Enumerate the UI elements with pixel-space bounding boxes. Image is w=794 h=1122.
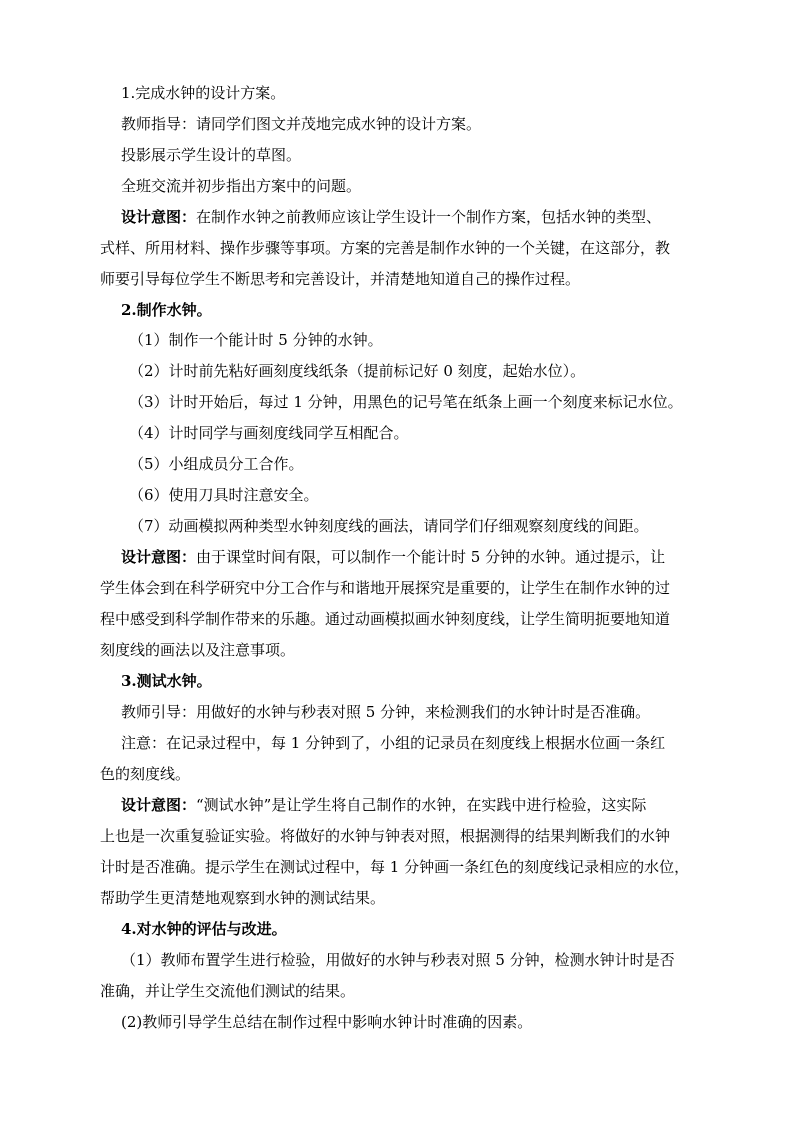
section-4-heading: 4.对水钟的评估与改进。: [121, 920, 287, 938]
paragraph-continuation: 程中感受到科学制作带来的乐趣。通过动画模拟画水钟刻度线，让学生简明扼要地知道: [100, 610, 671, 628]
list-item: （1）制作一个能计时 5 分钟的水钟。: [129, 331, 383, 349]
paragraph-continuation: 上也是一次重复验证实验。将做好的水钟与钟表对照，根据测得的结果判断我们的水钟: [100, 827, 671, 845]
design-intent-text: “测试水钟”是让学生将自己制作的水钟，在实践中进行检验，这实际: [196, 796, 647, 814]
paragraph-continuation: 计时是否准确。提示学生在测试过程中，每 1 分钟画一条红色的刻度线记录相应的水位，: [100, 858, 690, 876]
section-2-heading: 2.制作水钟。: [121, 301, 212, 319]
design-intent-text: 由于课堂时间有限，可以制作一个能计时 5 分钟的水钟。通过提示，让: [196, 548, 666, 566]
section-3-heading: 3.测试水钟。: [121, 672, 212, 690]
list-item: （7）动画模拟两种类型水钟刻度线的画法，请同学们仔细观察刻度线的间距。: [129, 517, 649, 535]
design-intent-3: [121, 795, 646, 815]
list-item: （5）小组成员分工合作。: [129, 455, 304, 473]
paragraph-continuation: 帮助学生更清楚地观察到水钟的测试结果。: [100, 889, 386, 907]
paragraph: 教师指导：请同学们图文并茂地完成水钟的设计方案。: [121, 115, 482, 133]
section-1-heading: 1.完成水钟的设计方案。: [121, 84, 286, 102]
paragraph-continuation: 式样、所用材料、操作步骤等事项。方案的完善是制作水钟的一个关键，在这部分，教: [100, 239, 671, 257]
paragraph: （1）教师布置学生进行检验，用做好的水钟与秒表对照 5 分钟，检测水钟计时是否: [121, 951, 675, 969]
paragraph: 投影展示学生设计的草图。: [121, 146, 302, 164]
paragraph-continuation: 师要引导每位学生不断思考和完善设计，并清楚地知道自己的操作过程。: [100, 270, 581, 288]
design-intent-2: [121, 547, 665, 567]
paragraph-continuation: 准确，并让学生交流他们测试的结果。: [100, 982, 356, 1000]
paragraph: 教师引导：用做好的水钟与秒表对照 5 分钟，来检测我们的水钟计时是否准确。: [121, 703, 651, 721]
list-item: （3）计时开始后，每过 1 分钟，用黑色的记号笔在纸条上画一个刻度来标记水位。: [129, 393, 683, 411]
paragraph: 注意：在记录过程中，每 1 分钟到了，小组的记录员在刻度线上根据水位画一条红: [121, 734, 666, 752]
paragraph: (2)教师引导学生总结在制作过程中影响水钟计时准确的因素。: [121, 1013, 533, 1031]
design-intent-label: 设计意图：: [121, 208, 197, 226]
paragraph-continuation: 学生体会到在科学研究中分工合作与和谐地开展探究是重要的，让学生在制作水钟的过: [100, 579, 671, 597]
design-intent-1: [121, 207, 661, 227]
design-intent-label: 设计意图：: [121, 796, 197, 814]
design-intent-label: 设计意图：: [121, 548, 197, 566]
list-item: （2）计时前先粘好画刻度线纸条（提前标记好 0 刻度，起始水位）。: [129, 362, 586, 380]
list-item: （4）计时同学与画刻度线同学互相配合。: [129, 424, 409, 442]
design-intent-text: 在制作水钟之前教师应该让学生设计一个制作方案，包括水钟的类型、: [196, 208, 662, 226]
paragraph-continuation: 色的刻度线。: [100, 765, 191, 783]
paragraph-continuation: 刻度线的画法以及注意事项。: [100, 641, 296, 659]
list-item: （6）使用刀具时注意安全。: [129, 486, 319, 504]
paragraph: 全班交流并初步指出方案中的问题。: [121, 177, 362, 195]
